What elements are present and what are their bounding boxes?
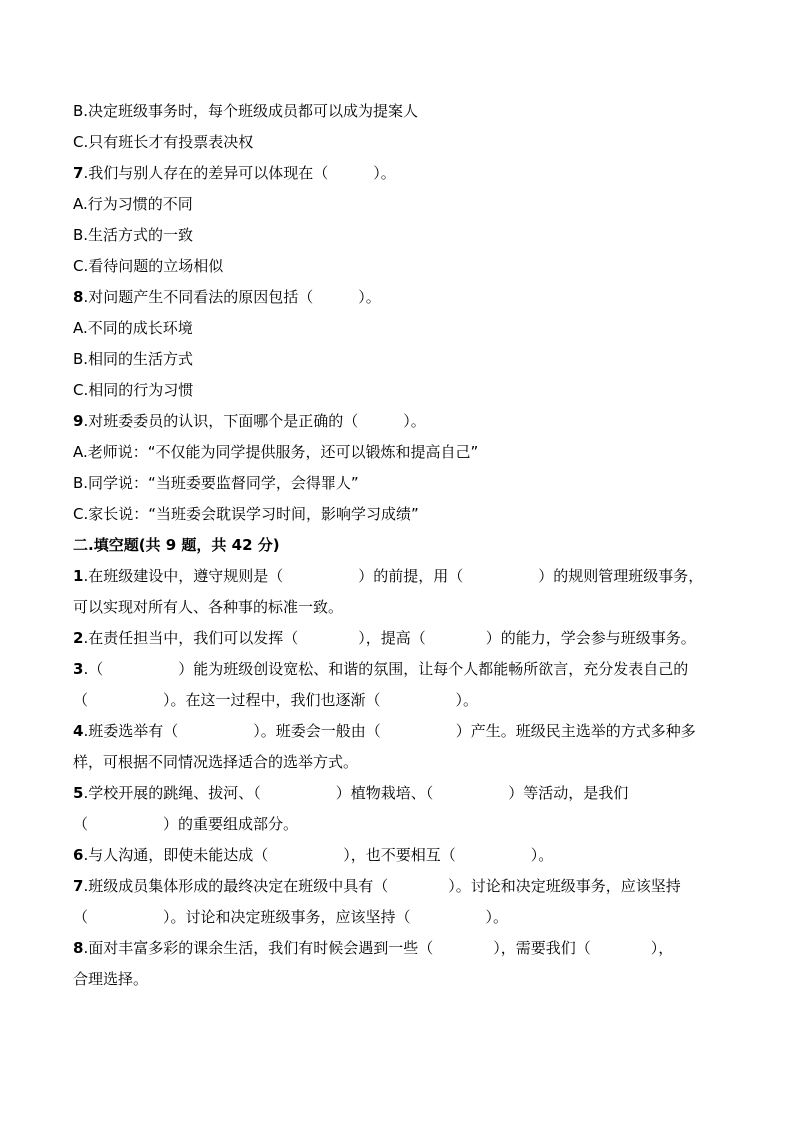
text-line	[73, 902, 728, 933]
line-text: .班级成员集体形成的最终决定在班级中具有（ ）。讨论和决定班级事务，应该坚持	[83, 877, 681, 895]
question-line	[73, 871, 728, 902]
question-number: 9	[73, 412, 84, 430]
line-text: A.老师说：“不仅能为同学提供服务，还可以锻炼和提高自己”	[73, 443, 479, 461]
question-number: 8	[73, 939, 84, 957]
question-number: 8	[73, 288, 84, 306]
question-line	[73, 561, 728, 592]
line-text: C.看待问题的立场相似	[73, 257, 224, 275]
text-line	[73, 189, 728, 220]
question-line	[73, 282, 728, 313]
text-line	[73, 344, 728, 375]
line-text: .面对丰富多彩的课余生活，我们有时候会遇到一些（ ），需要我们（ ），	[83, 939, 674, 957]
line-text: 二.填空题(共 9 题，共 42 分)	[73, 536, 280, 554]
text-line	[73, 220, 728, 251]
question-line	[73, 654, 728, 685]
line-text: B.生活方式的一致	[73, 226, 194, 244]
line-text: （ ）的重要组成部分。	[73, 815, 299, 833]
question-number: 1	[73, 567, 84, 585]
question-line	[73, 840, 728, 871]
text-line	[73, 592, 728, 623]
text-line	[73, 468, 728, 499]
line-text: A.不同的成长环境	[73, 319, 193, 337]
question-line	[73, 623, 728, 654]
document-content	[73, 96, 728, 995]
line-text: 合理选择。	[73, 970, 149, 988]
line-text: .班委选举有（ ）。班委会一般由（ ）产生。班级民主选举的方式多种多	[83, 722, 696, 740]
line-text: .对问题产生不同看法的原因包括（ ）。	[83, 288, 381, 306]
question-number: 7	[73, 877, 84, 895]
line-text: 可以实现对所有人、各种事的标准一致。	[73, 598, 344, 616]
line-text: .我们与别人存在的差异可以体现在（ ）。	[83, 164, 396, 182]
line-text: C.家长说：“当班委会耽误学习时间，影响学习成绩”	[73, 505, 419, 523]
text-line	[73, 96, 728, 127]
text-line	[73, 313, 728, 344]
question-number: 5	[73, 784, 84, 802]
text-line	[73, 964, 728, 995]
question-number: 2	[73, 629, 84, 647]
text-line	[73, 251, 728, 282]
question-line	[73, 933, 728, 964]
line-text: C.只有班长才有投票表决权	[73, 133, 254, 151]
text-line	[73, 375, 728, 406]
line-text: .与人沟通，即使未能达成（ ），也不要相互（ ）。	[83, 846, 554, 864]
text-line	[73, 685, 728, 716]
question-line	[73, 716, 728, 747]
question-number: 6	[73, 846, 84, 864]
line-text: （ ）。讨论和决定班级事务，应该坚持（ ）。	[73, 908, 509, 926]
text-line	[73, 127, 728, 158]
line-text: .学校开展的跳绳、拔河、（ ）植物栽培、（ ）等活动，是我们	[83, 784, 629, 802]
question-line	[73, 158, 728, 189]
line-text: C.相同的行为习惯	[73, 381, 194, 399]
line-text: .（ ）能为班级创设宽松、和谐的氛围，让每个人都能畅所欲言，充分发表自己的	[83, 660, 689, 678]
line-text: .对班委委员的认识，下面哪个是正确的（ ）。	[83, 412, 426, 430]
line-text: B.相同的生活方式	[73, 350, 194, 368]
line-text: A.行为习惯的不同	[73, 195, 193, 213]
text-line	[73, 437, 728, 468]
question-line	[73, 406, 728, 437]
line-text: （ ）。在这一过程中，我们也逐渐（ ）。	[73, 691, 479, 709]
line-text: 样，可根据不同情况选择适合的选举方式。	[73, 753, 359, 771]
text-line	[73, 809, 728, 840]
question-number: 7	[73, 164, 84, 182]
line-text: B.决定班级事务时，每个班级成员都可以成为提案人	[73, 102, 419, 120]
line-text: B.同学说：“当班委要监督同学，会得罪人”	[73, 474, 359, 492]
question-number: 3	[73, 660, 84, 678]
question-number: 4	[73, 722, 84, 740]
text-line	[73, 747, 728, 778]
section-heading	[73, 530, 728, 561]
text-line	[73, 499, 728, 530]
question-line	[73, 778, 728, 809]
line-text: .在班级建设中，遵守规则是（ ）的前提，用（ ）的规则管理班级事务，	[83, 567, 704, 585]
line-text: .在责任担当中，我们可以发挥（ ），提高（ ）的能力，学会参与班级事务。	[83, 629, 696, 647]
